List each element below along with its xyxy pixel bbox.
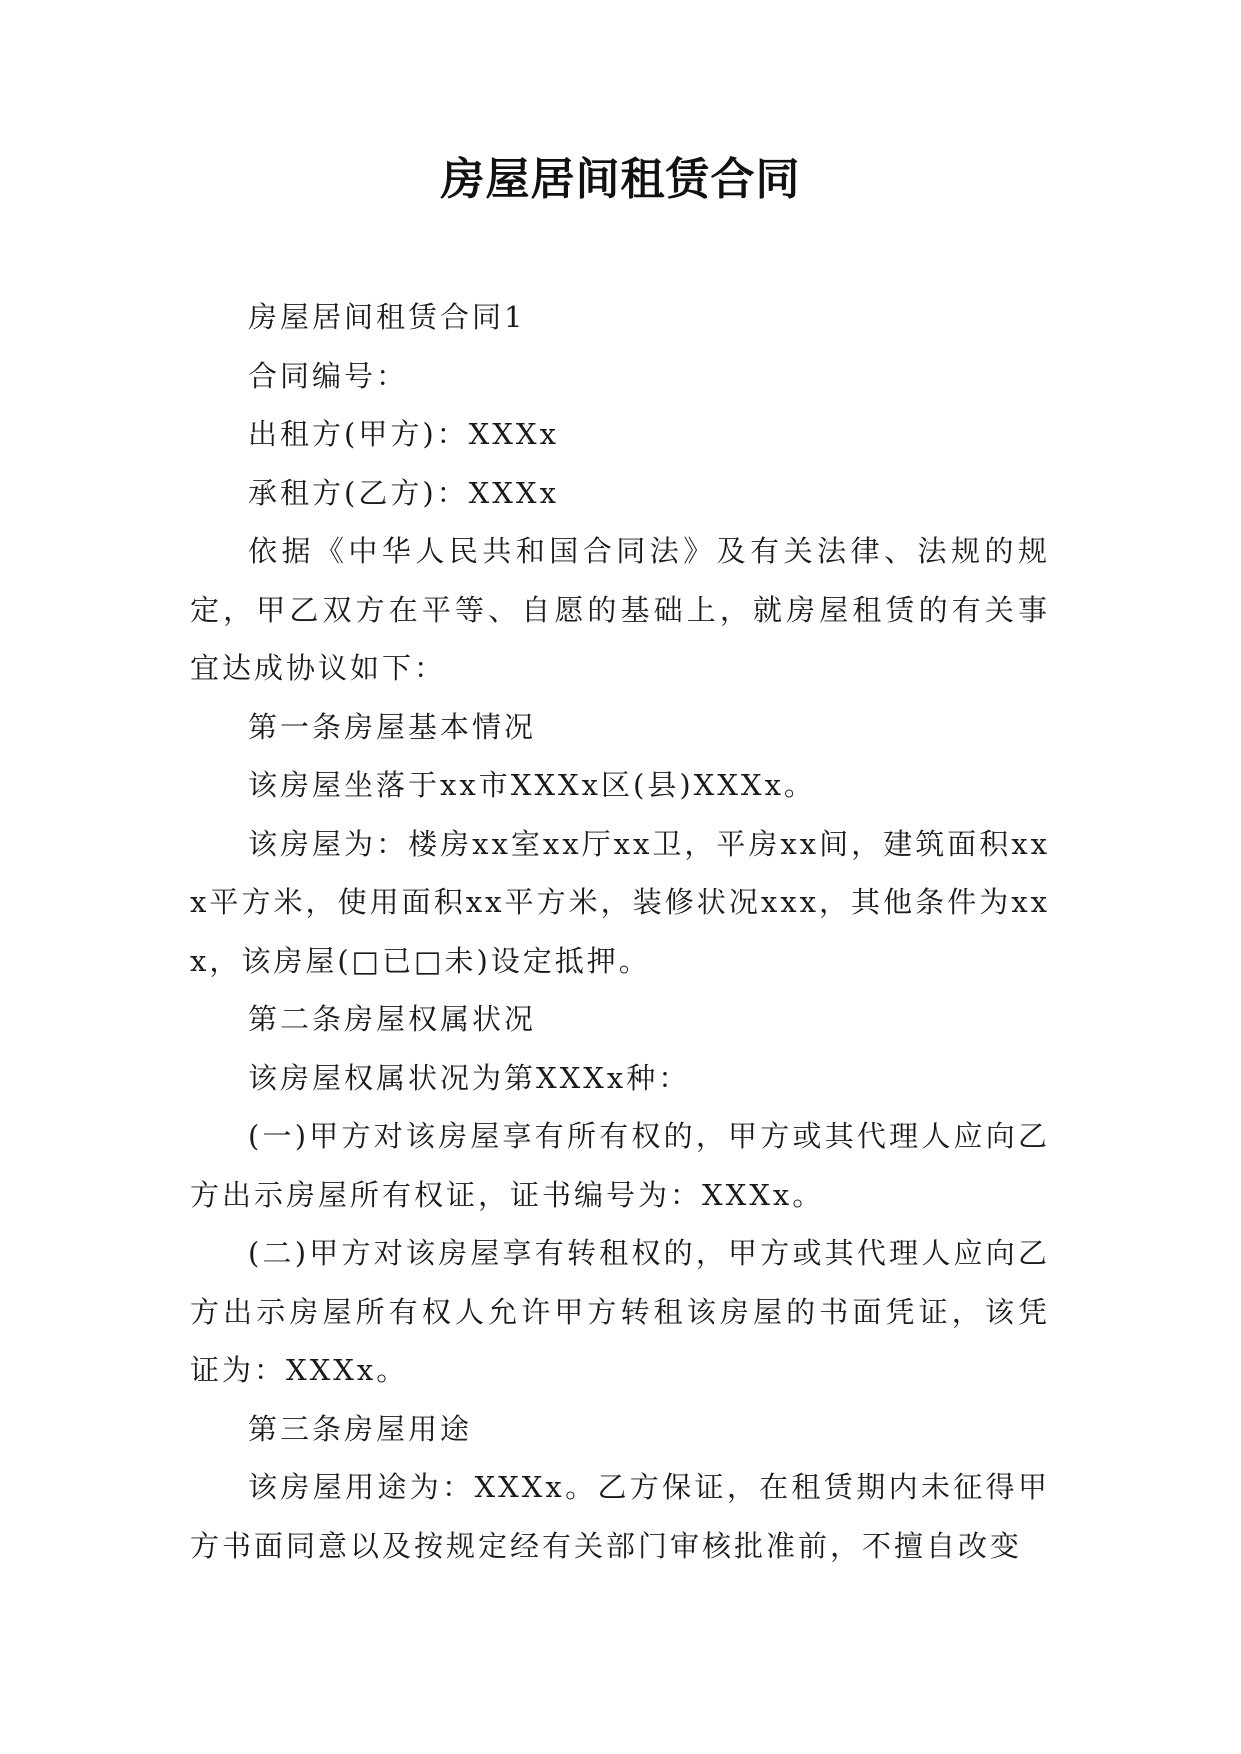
article-3-heading: 第三条房屋用途 [248, 1411, 473, 1446]
contract-number-line: 合同编号： [248, 358, 409, 393]
article-2-heading: 第二条房屋权属状况 [248, 1002, 537, 1036]
house-usage-paragraph: 该房屋用途为：XXXx。乙方保证，在租赁期内未征得甲方书面同意以及按规定经有关部门审核批准前，不擅自改变 [190, 1470, 1050, 1563]
document-body [190, 288, 1050, 1575]
house-description-paragraph: 该房屋为：楼房xx室xx厅xx卫，平房xx间，建筑面积xxx平方米，使用面积xx平方米，装修状况xxx，其他条件为xxx，该房屋(□已□未)设定抵押。 [190, 826, 1050, 978]
house-location-paragraph: 该房屋坐落于xx市XXXx区(县)XXXx。 [248, 768, 816, 802]
article-1-heading: 第一条房屋基本情况 [248, 709, 537, 744]
lessor-line: 出租方(甲方)：XXXx [248, 417, 559, 451]
document-title: 房屋居间租赁合同 [440, 154, 801, 205]
ownership-clause-2: (二)甲方对该房屋享有转租权的，甲方或其代理人应向乙方出示房屋所有权人允许甲方转租该房屋的书面凭证，该凭证为：XXXx。 [190, 1236, 1050, 1387]
lessee-line: 承租方(乙方)：XXXx [248, 475, 559, 510]
preamble-paragraph: 依据《中华人民共和国合同法》及有关法律、法规的规定，甲乙双方在平等、自愿的基础上，就房屋租赁的有关事宜达成协议如下： [190, 534, 1050, 685]
contract-subtitle: 房屋居间租赁合同1 [248, 300, 526, 334]
ownership-type-paragraph: 该房屋权属状况为第XXXx种： [248, 1060, 691, 1095]
ownership-clause-1: (一)甲方对该房屋享有所有权的，甲方或其代理人应向乙方出示房屋所有权证，证书编号为：XXXx。 [190, 1119, 1050, 1212]
